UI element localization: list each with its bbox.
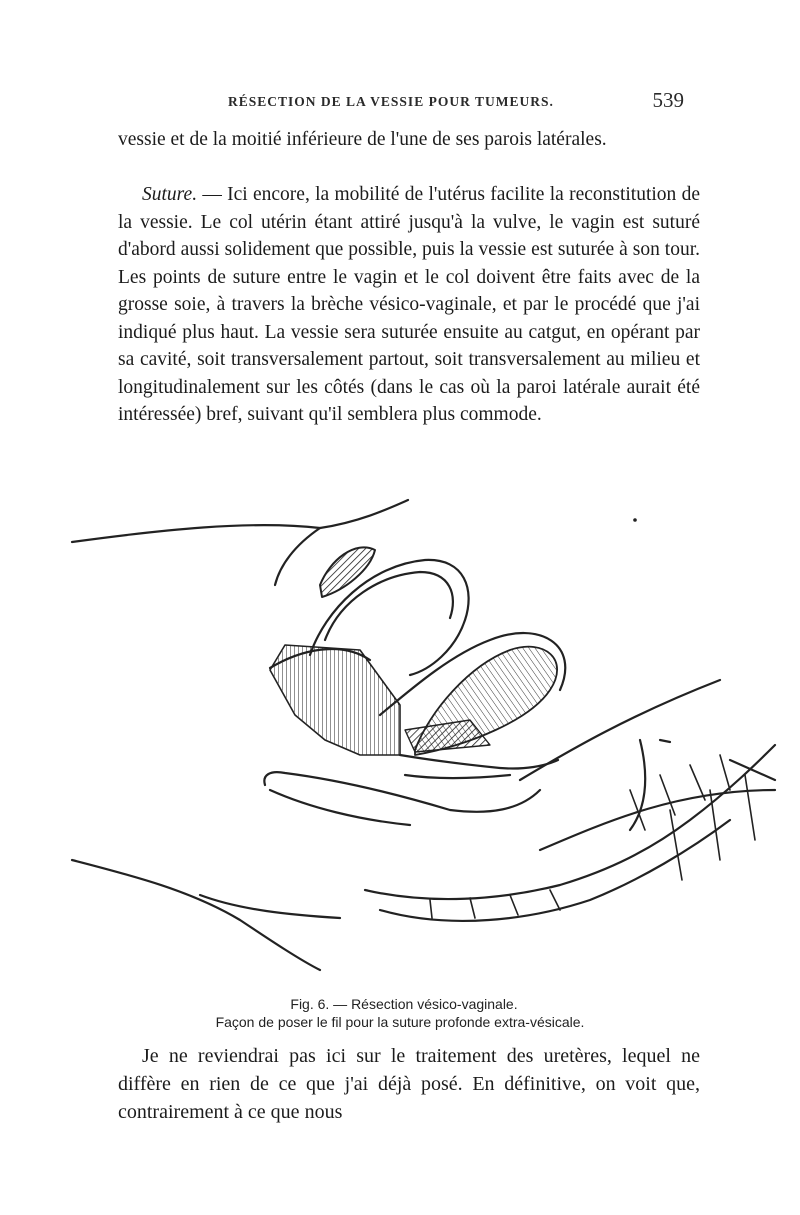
paragraph-3-text: Je ne reviendrai pas ici sur le traitement des uretères, lequel ne diffère en rien de ce que j'ai déjà posé. En définitive, on voit que, contrairement à ce que nous — [118, 1045, 700, 1123]
retractor-blade-lower — [380, 820, 730, 921]
small-mark — [660, 740, 670, 742]
suture-label: Suture. — [142, 184, 198, 205]
paragraph-3 — [118, 1042, 700, 1126]
figure-caption-title: Fig. 6. — Résection vésico-vaginale. — [290, 996, 518, 1012]
abdominal-wall-curve — [275, 528, 320, 585]
suture-text: — Ici encore, la mobilité de l'utérus facilite la reconstitution de la vessie. Le col utérin étant attiré jusqu'à la vulve, le vagin est suturé d'abord aussi solidement que possible, puis la vessie est suturée à son tour. Les points de suture entre le vagin et le col doivent être faits avec de la grosse soie, à travers la brèche vésico-vaginale, et par le procédé que j'ai indiqué plus haut. La vessie sera suturée ensuite au catgut, en opérant par sa cavité, soit transversalement partout, soit transversalement au milieu et longitudinalement sur les côtés (dans le cas où la paroi latérale aurait été intéressée) bref, suivant qu'il semblera plus commode. — [118, 184, 700, 425]
retractor-blade — [365, 745, 775, 899]
thigh-mid — [630, 740, 645, 830]
paragraph-1: vessie et de la moitié inférieure de l'une de ses parois latérales. — [118, 129, 607, 150]
paragraph-2 — [118, 181, 700, 429]
vagina-upper — [400, 755, 558, 769]
page-header — [118, 88, 688, 118]
thigh-right-edge — [730, 760, 775, 780]
buttock-line — [72, 860, 320, 970]
vagina-lower — [405, 775, 510, 778]
page-number: 539 — [652, 88, 684, 112]
figure-caption-description: Façon de poser le fil pour la suture profonde extra-vésicale. — [215, 1014, 585, 1030]
perineum-line — [200, 895, 340, 918]
finger-lower — [270, 790, 410, 825]
retractor-segments — [430, 755, 730, 918]
urethra-wall — [270, 645, 400, 755]
finger-outline — [264, 772, 540, 812]
running-title: RÉSECTION DE LA VESSIE POUR TUMEURS. — [228, 94, 554, 109]
anatomical-figure — [70, 490, 780, 990]
abdominal-wall-line — [72, 500, 408, 542]
